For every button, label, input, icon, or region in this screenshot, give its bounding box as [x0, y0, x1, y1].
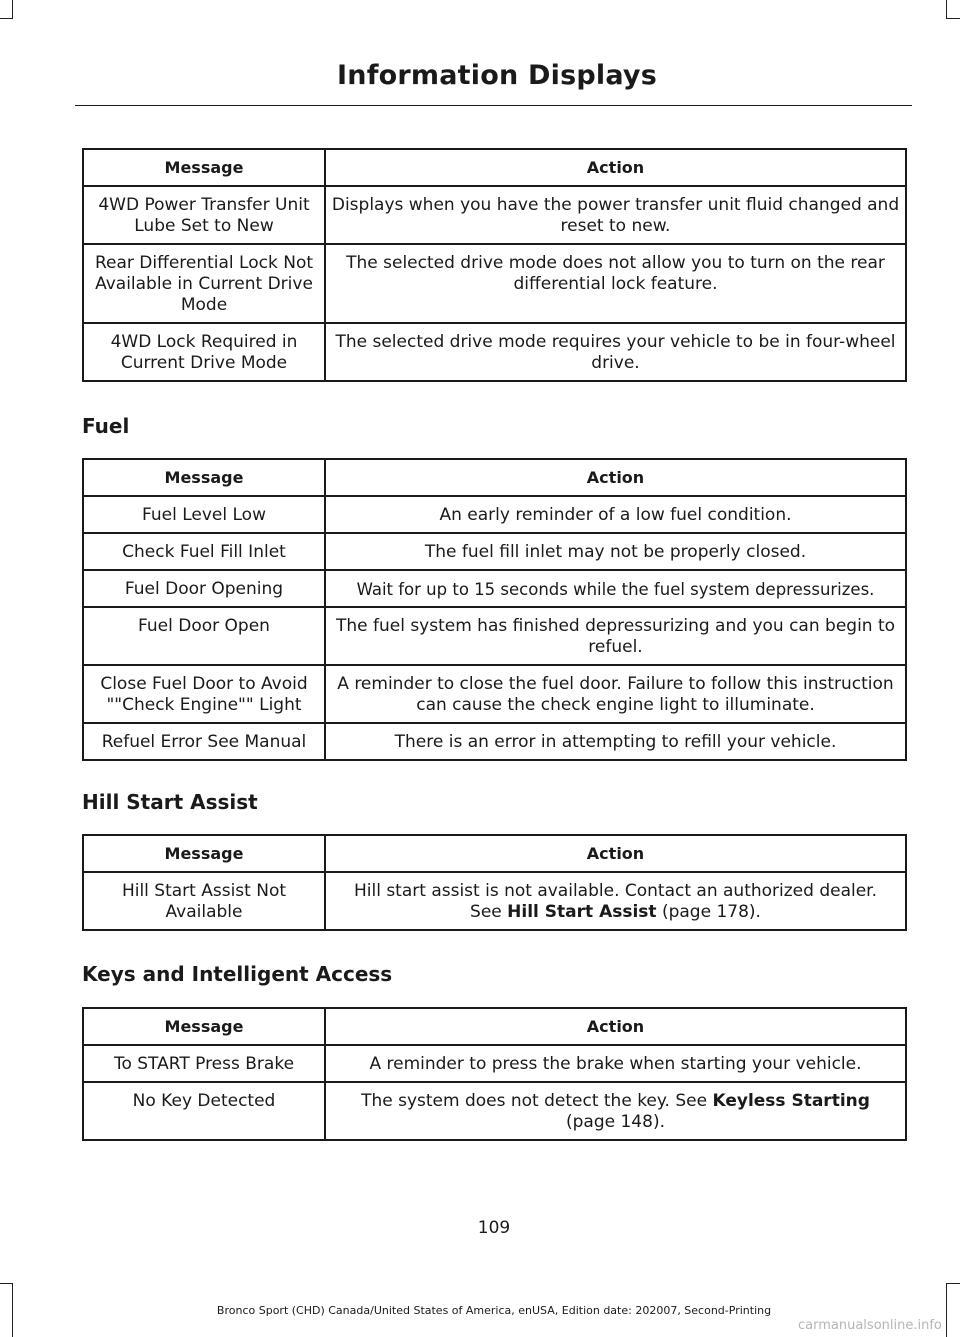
- table-header-row: [83, 149, 906, 186]
- table-header-row: [83, 459, 906, 496]
- fuel-messages-table: [82, 458, 907, 761]
- 4wd-messages-table: [82, 148, 907, 382]
- action-cell: Displays when you have the power transfer unit fluid changed and reset to new.: [325, 186, 906, 244]
- action-column-header: Action: [325, 149, 906, 186]
- message-column-header: Message: [83, 149, 325, 186]
- message-cell: To START Press Brake: [83, 1045, 325, 1082]
- table-row: [83, 1045, 906, 1082]
- action-cell: The fuel system has finished depressurizing and you can begin to refuel.: [325, 607, 906, 665]
- table-row: [83, 533, 906, 570]
- action-cell: A reminder to press the brake when starting your vehicle.: [325, 1045, 906, 1082]
- page-reference: (page 148).: [566, 1112, 665, 1132]
- table-header-row: [83, 1008, 906, 1045]
- message-cell: Check Fuel Fill Inlet: [83, 533, 325, 570]
- message-cell: Fuel Level Low: [83, 496, 325, 533]
- table-row: [83, 723, 906, 760]
- message-cell: Refuel Error See Manual: [83, 723, 325, 760]
- message-cell: 4WD Lock Required in Current Drive Mode: [83, 323, 325, 381]
- crop-mark: [946, 1283, 960, 1284]
- edition-footer: Bronco Sport (CHD) Canada/United States of America, enUSA, Edition date: 202007, Second-Printing: [216, 1304, 772, 1317]
- crop-mark: [946, 0, 947, 18]
- page-title: Information Displays: [337, 60, 657, 91]
- table-row: [83, 323, 906, 381]
- message-cell: 4WD Power Transfer Unit Lube Set to New: [83, 186, 325, 244]
- crop-mark: [0, 18, 13, 19]
- message-cell: Fuel Door Open: [83, 607, 325, 665]
- table-row: [83, 496, 906, 533]
- table-row: [83, 244, 906, 323]
- message-cell: Hill Start Assist Not Available: [83, 872, 325, 930]
- action-text: The system does not detect the key.: [361, 1091, 670, 1111]
- action-cell: The selected drive mode does not allow you to turn on the rear differential lock feature.: [325, 244, 906, 323]
- watermark: carmanualsonline.info: [798, 1318, 942, 1333]
- table-header-row: [83, 835, 906, 872]
- action-column-header: Action: [325, 1008, 906, 1045]
- action-cell: [325, 1082, 906, 1140]
- hill-start-assist-heading: Hill Start Assist: [82, 790, 258, 814]
- table-row: [83, 607, 906, 665]
- action-cell: The selected drive mode requires your vehicle to be in four-wheel drive.: [325, 323, 906, 381]
- page-reference: (page 178).: [661, 902, 761, 922]
- hill-start-messages-table: [82, 834, 907, 931]
- table-row: [83, 186, 906, 244]
- message-column-header: Message: [83, 1008, 325, 1045]
- action-cell: An early reminder of a low fuel condition.: [325, 496, 906, 533]
- message-cell: No Key Detected: [83, 1082, 325, 1140]
- keys-intelligent-access-heading: Keys and Intelligent Access: [82, 962, 393, 986]
- action-cell: There is an error in attempting to refill your vehicle.: [325, 723, 906, 760]
- see-text: See: [470, 902, 502, 922]
- see-text: See: [675, 1091, 708, 1111]
- action-column-header: Action: [325, 835, 906, 872]
- action-cell: A reminder to close the fuel door. Failure to follow this instruction can cause the check engine light to illuminate.: [325, 665, 906, 723]
- message-cell: Close Fuel Door to Avoid ""Check Engine"" Light: [83, 665, 325, 723]
- action-column-header: Action: [325, 459, 906, 496]
- action-cell: [325, 872, 906, 930]
- message-cell: Rear Differential Lock Not Available in Current Drive Mode: [83, 244, 325, 323]
- page-number: 109: [477, 1218, 511, 1238]
- action-text: Hill start assist is not available. Contact an authorized dealer.: [353, 881, 878, 901]
- table-row: [83, 570, 906, 607]
- table-row: [83, 872, 906, 930]
- action-cell: Wait for up to 15 seconds while the fuel system depressurizes.: [325, 570, 906, 607]
- message-column-header: Message: [83, 459, 325, 496]
- message-column-header: Message: [83, 835, 325, 872]
- cross-reference-link[interactable]: Keyless Starting: [712, 1091, 870, 1111]
- fuel-heading: Fuel: [82, 414, 130, 438]
- keys-messages-table: [82, 1007, 907, 1141]
- title-divider: [75, 105, 912, 106]
- cross-reference-link[interactable]: Hill Start Assist: [507, 902, 657, 922]
- crop-mark: [0, 1283, 13, 1284]
- action-cell: The fuel fill inlet may not be properly closed.: [325, 533, 906, 570]
- crop-mark: [12, 0, 13, 18]
- crop-mark: [946, 18, 960, 19]
- table-row: [83, 665, 906, 723]
- table-row: [83, 1082, 906, 1140]
- message-cell: Fuel Door Opening: [83, 570, 325, 607]
